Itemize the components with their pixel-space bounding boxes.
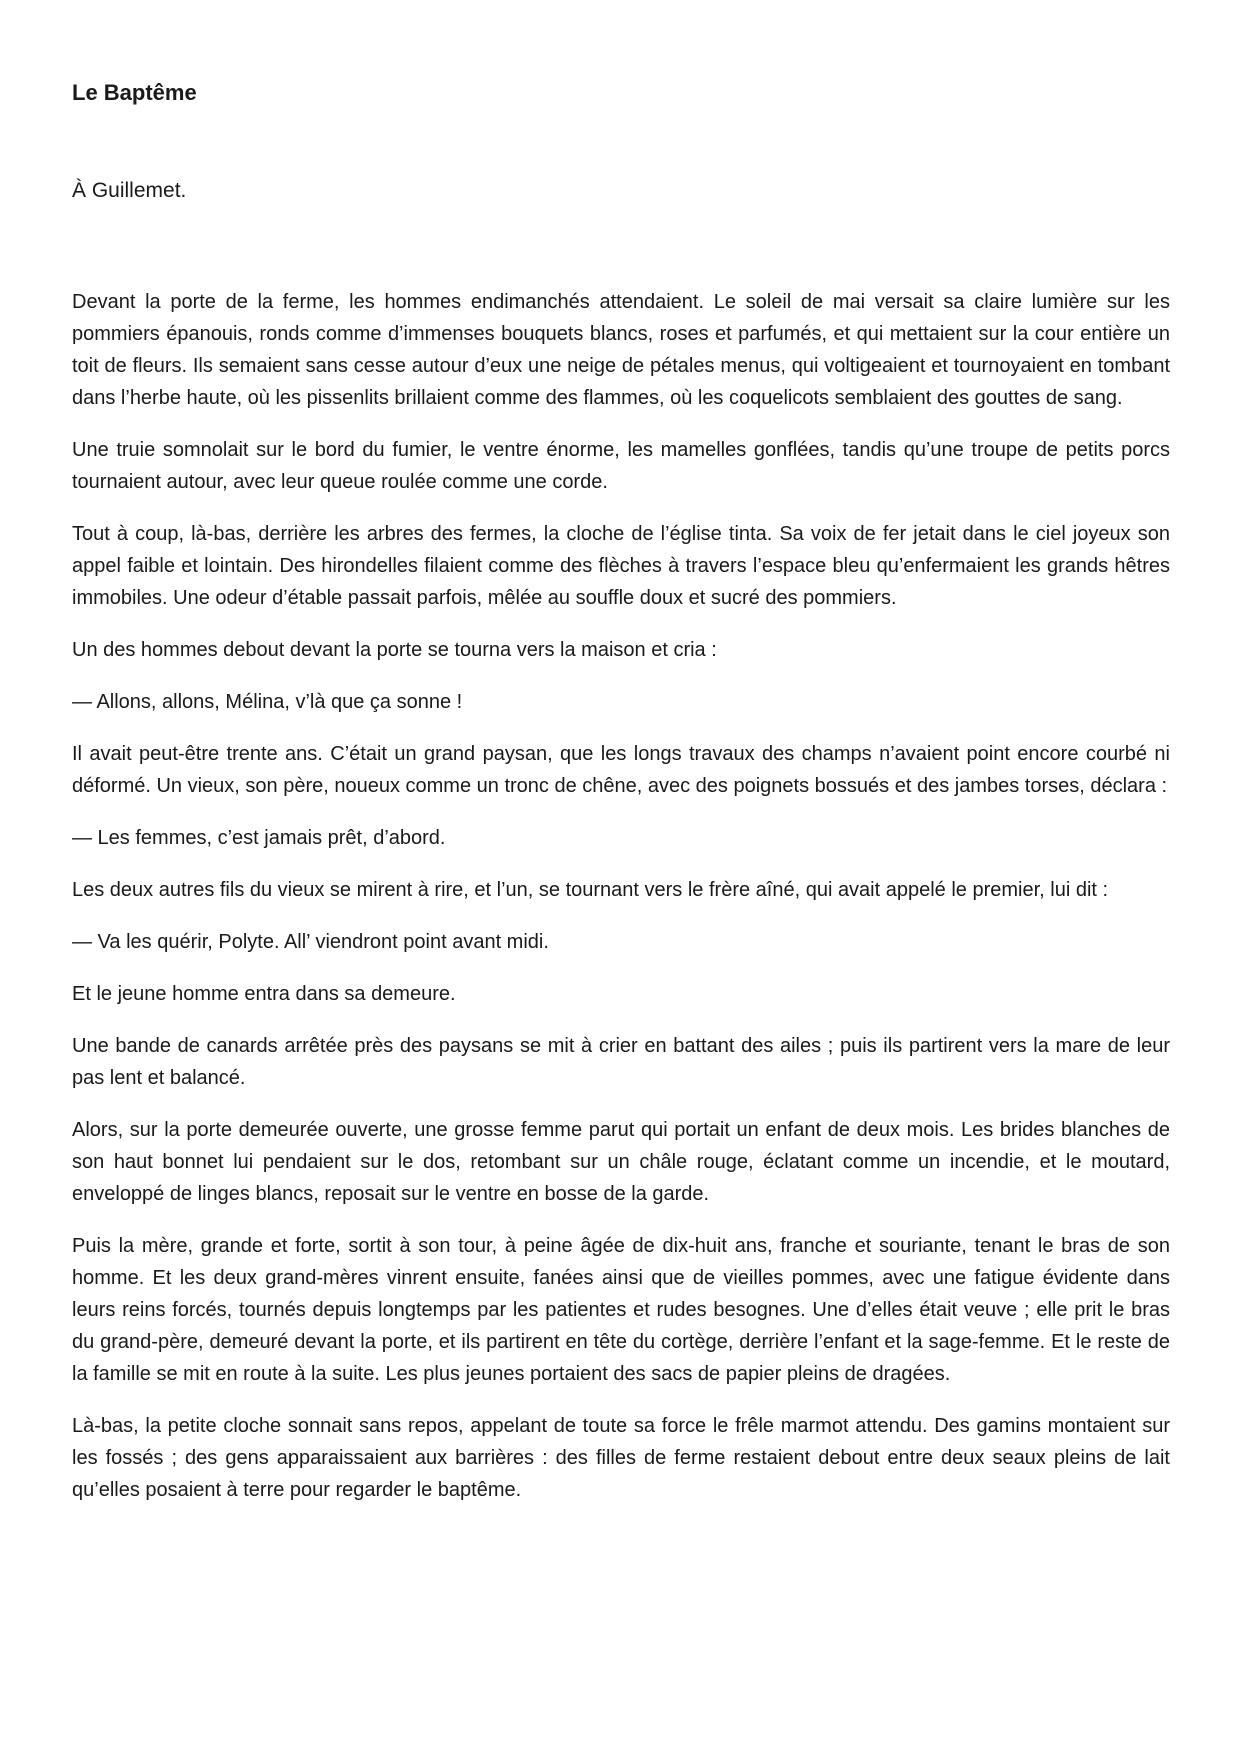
document-title: Le Baptême: [72, 80, 197, 105]
paragraph-dialogue: — Les femmes, c’est jamais prêt, d’abord.: [72, 827, 446, 849]
paragraph: Là-bas, la petite cloche sonnait sans repos, appelant de toute sa force le frêle marmot attendu. Des gamins montaient sur les fossés ; des gens apparaissaient aux barrières : des filles de ferme restaient debout entre deux seaux pleins de lait qu’elles posaient à terre pour regarder le baptême.: [72, 1415, 1170, 1501]
paragraph: Une truie somnolait sur le bord du fumier, le ventre énorme, les mamelles gonflées, tandis qu’une troupe de petits porcs tournaient autour, avec leur queue roulée comme une corde.: [72, 439, 1170, 493]
paragraph: Il avait peut-être trente ans. C’était un grand paysan, que les longs travaux des champs n’avaient point encore courbé ni déformé. Un vieux, son père, noueux comme un tronc de chêne, avec des poignets bossués et des jambes torses, déclara :: [72, 743, 1170, 797]
paragraph: Un des hommes debout devant la porte se tourna vers la maison et cria :: [72, 639, 717, 661]
paragraph: Et le jeune homme entra dans sa demeure.: [72, 983, 456, 1005]
paragraph-dialogue: — Va les quérir, Polyte. All’ viendront point avant midi.: [72, 931, 549, 953]
paragraph: Puis la mère, grande et forte, sortit à son tour, à peine âgée de dix-huit ans, franche et souriante, tenant le bras de son homme. Et les deux grand-mères vinrent ensuite, fanées ainsi que de vieilles pommes, avec une fatigue évidente dans leurs reins forcés, tournés depuis longtemps par les patientes et rudes besognes. Une d’elles était veuve ; elle prit le bras du grand-père, demeuré devant la porte, et ils partirent en tête du cortège, derrière l’enfant et la sage-femme. Et le reste de la famille se mit en route à la suite. Les plus jeunes portaient des sacs de papier pleins de dragées.: [72, 1235, 1170, 1385]
document-body: [72, 286, 1170, 1506]
paragraph: Tout à coup, là-bas, derrière les arbres des fermes, la cloche de l’église tinta. Sa voix de fer jetait dans le ciel joyeux son appel faible et lointain. Des hirondelles filaient comme des flèches à travers l’espace bleu qu’enfermaient les grands hêtres immobiles. Une odeur d’étable passait parfois, mêlée au souffle doux et sucré des pommiers.: [72, 523, 1170, 609]
paragraph: Alors, sur la porte demeurée ouverte, une grosse femme parut qui portait un enfant de deux mois. Les brides blanches de son haut bonnet lui pendaient sur le dos, retombant sur un châle rouge, éclatant comme un incendie, et le moutard, enveloppé de linges blancs, reposait sur le ventre en bosse de la garde.: [72, 1119, 1170, 1205]
paragraph-dialogue: — Allons, allons, Mélina, v’là que ça sonne !: [72, 691, 463, 713]
dedication-line: À Guillemet.: [72, 179, 187, 202]
paragraph: Une bande de canards arrêtée près des paysans se mit à crier en battant des ailes ; puis ils partirent vers la mare de leur pas lent et balancé.: [72, 1035, 1170, 1089]
paragraph: Les deux autres fils du vieux se mirent à rire, et l’un, se tournant vers le frère aîné, qui avait appelé le premier, lui dit :: [72, 879, 1109, 901]
paragraph: Devant la porte de la ferme, les hommes endimanchés attendaient. Le soleil de mai versait sa claire lumière sur les pommiers épanouis, ronds comme d’immenses bouquets blancs, roses et parfumés, et qui mettaient sur la cour entière un toit de fleurs. Ils semaient sans cesse autour d’eux une neige de pétales menus, qui voltigeaient et tournoyaient en tombant dans l’herbe haute, où les pissenlits brillaient comme des flammes, où les coquelicots semblaient des gouttes de sang.: [72, 291, 1170, 409]
